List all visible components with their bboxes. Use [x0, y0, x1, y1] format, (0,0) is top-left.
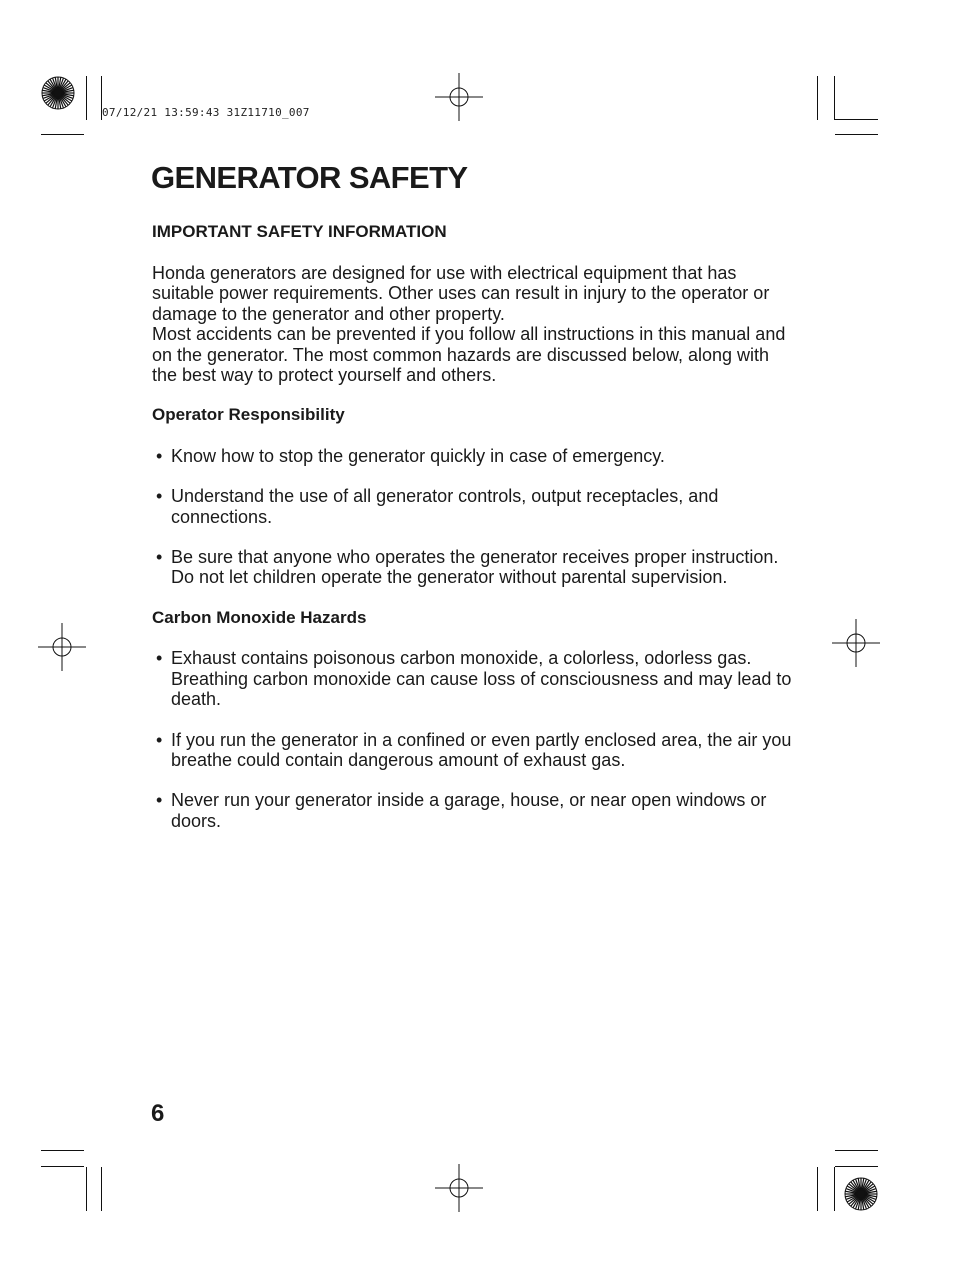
page-body	[152, 221, 792, 831]
page-title: GENERATOR SAFETY	[151, 160, 468, 195]
starburst-registration-icon	[844, 1177, 878, 1211]
carbon-monoxide-heading: Carbon Monoxide Hazards	[152, 607, 367, 627]
bullet-icon: •	[156, 445, 163, 466]
crop-line	[86, 1167, 87, 1211]
crop-line	[41, 1166, 84, 1167]
list-item-text: Exhaust contains poisonous carbon monoxide, a colorless, odorless gas. Breathing carbon monoxide can cause loss of consciousness and may lead to death.	[171, 648, 792, 710]
list-item	[152, 446, 792, 466]
list-item	[152, 790, 792, 831]
bullet-icon: •	[156, 790, 163, 811]
crop-line	[41, 134, 84, 135]
crop-line	[834, 76, 835, 120]
intro-paragraph: Honda generators are designed for use with electrical equipment that has suitable power requirements. Other uses can result in injury to the operator or damage to the generator and other property.	[152, 263, 770, 324]
crop-line	[835, 134, 878, 135]
crop-line	[817, 1167, 818, 1211]
operator-responsibility-list	[152, 446, 792, 588]
section-heading: IMPORTANT SAFETY INFORMATION	[152, 222, 447, 241]
crop-line	[101, 1167, 102, 1211]
crop-line	[834, 1167, 835, 1211]
registration-crosshair-icon	[38, 623, 86, 671]
crop-line	[835, 1166, 878, 1167]
page-number: 6	[151, 1100, 165, 1127]
list-item-text: Never run your generator inside a garage, house, or near open windows or doors.	[171, 790, 767, 831]
starburst-registration-icon	[41, 76, 75, 110]
list-item	[152, 547, 792, 588]
crop-line	[835, 1150, 878, 1151]
intro-paragraph: Most accidents can be prevented if you follow all instructions in this manual and on the generator. The most common hazards are discussed below, along with the best way to protect yourself and others.	[152, 324, 786, 386]
list-item	[152, 730, 792, 771]
intro-text	[152, 263, 792, 385]
print-stamp: 07/12/21 13:59:43 31Z11710_007	[102, 106, 310, 119]
list-item	[152, 648, 792, 709]
crop-line	[86, 76, 87, 120]
list-item-text: Know how to stop the generator quickly in case of emergency.	[171, 445, 665, 466]
crop-line	[41, 1150, 84, 1151]
operator-responsibility-heading: Operator Responsibility	[152, 405, 345, 425]
bullet-icon: •	[156, 547, 163, 568]
registration-crosshair-icon	[832, 619, 880, 667]
registration-crosshair-icon	[435, 1164, 483, 1212]
registration-crosshair-icon	[435, 73, 483, 121]
list-item-text: If you run the generator in a confined or even partly enclosed area, the air you breathe could contain dangerous amount of exhaust gas.	[171, 729, 792, 770]
bullet-icon: •	[156, 486, 163, 507]
crop-line	[817, 76, 818, 120]
bullet-icon: •	[156, 729, 163, 750]
list-item	[152, 486, 792, 527]
list-item-text: Understand the use of all generator controls, output receptacles, and connections.	[171, 486, 719, 527]
carbon-monoxide-list	[152, 648, 792, 831]
bullet-icon: •	[156, 648, 163, 669]
list-item-text: Be sure that anyone who operates the generator receives proper instruction. Do not let children operate the generator without parental supervision.	[171, 547, 779, 588]
crop-line	[835, 119, 878, 120]
